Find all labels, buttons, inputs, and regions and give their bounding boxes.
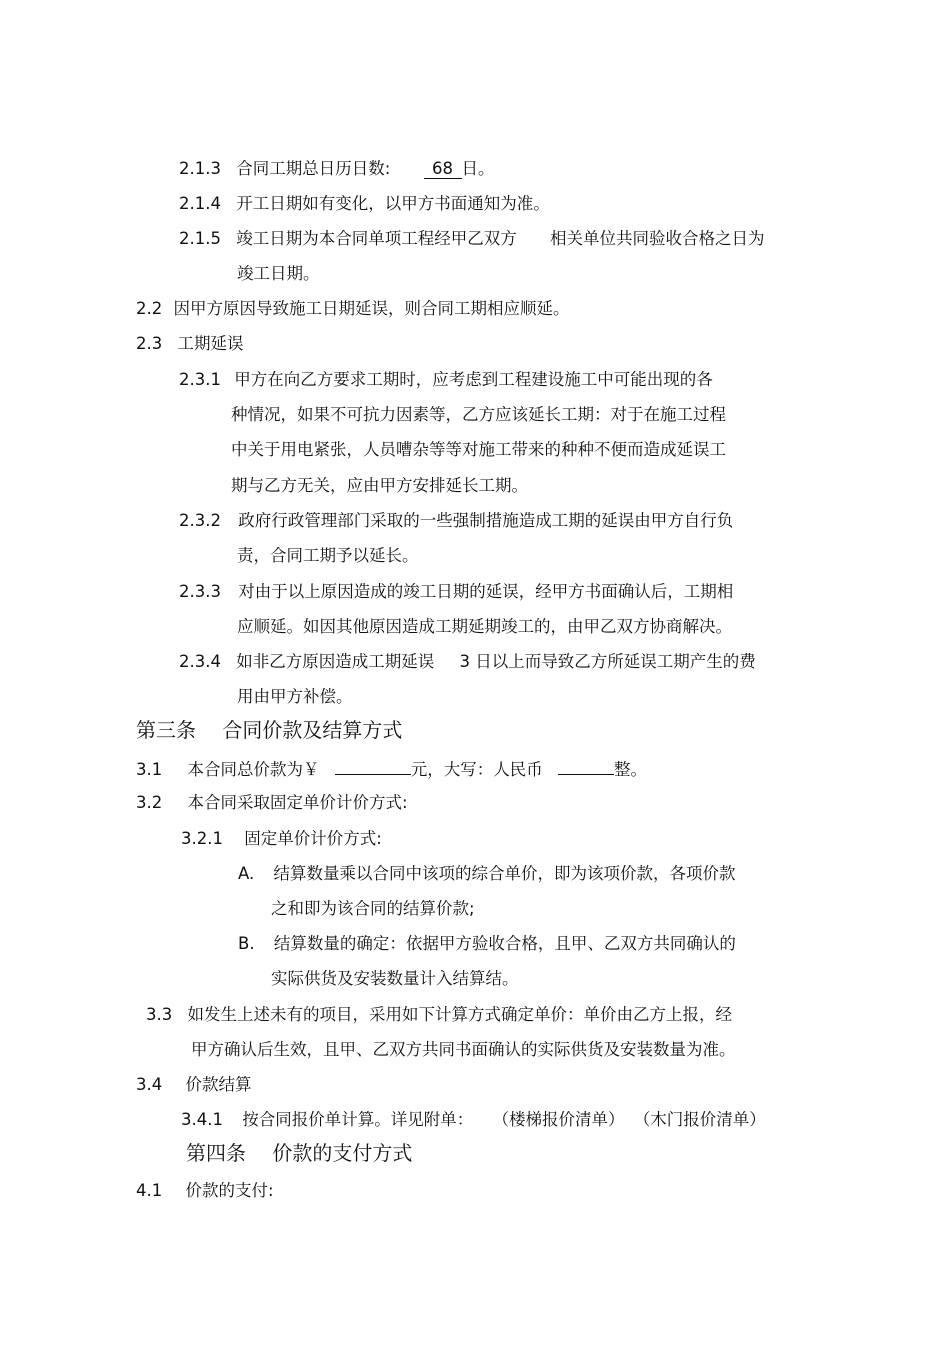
clause-text: 相关单位共同验收合格之日为 xyxy=(549,229,765,248)
clause-number: 4.1 xyxy=(136,1181,163,1200)
clause-3-2 xyxy=(136,792,408,814)
item-text: 结算数量的确定：依据甲方验收合格，且甲、乙双方共同确认的 xyxy=(273,934,736,953)
item-label: A. xyxy=(238,864,255,883)
clause-2-3 xyxy=(136,333,244,355)
clause-2-3-1-cont: 种情况，如果不可抗力因素等，乙方应该延长工期：对于在施工过程 xyxy=(231,405,726,424)
clause-number: 3.3 xyxy=(146,1005,173,1024)
total-price-blank xyxy=(335,757,411,775)
clause-text: 价款结算 xyxy=(185,1075,252,1094)
clause-text: 合同工期总日历日数: xyxy=(236,159,391,178)
stair-quote-list-ref: （楼梯报价清单） xyxy=(492,1110,625,1129)
clause-number: 3.1 xyxy=(136,760,163,779)
clause-number: 3.4 xyxy=(136,1075,163,1094)
clause-text: 按合同报价单计算。详见附单： xyxy=(242,1110,474,1129)
clause-number: 3.4.1 xyxy=(181,1110,223,1129)
clause-number: 2.3.3 xyxy=(179,582,221,601)
clause-number: 2.1.5 xyxy=(179,229,221,248)
item-b xyxy=(238,933,736,955)
article-3-heading xyxy=(136,717,402,743)
clause-3-3 xyxy=(146,1004,732,1026)
clause-3-3-cont: 甲方确认后生效，且甲、乙双方共同书面确认的实际供货及安装数量为准。 xyxy=(191,1040,736,1059)
clause-3-4 xyxy=(136,1074,252,1096)
clause-2-1-4 xyxy=(179,193,550,215)
clause-text: 如发生上述未有的项目，采用如下计算方式确定单价：单价由乙方上报，经 xyxy=(187,1005,732,1024)
duration-days-value: 68 xyxy=(424,160,462,179)
clause-2-3-2 xyxy=(179,510,733,532)
clause-text: 元，大写：人民币 xyxy=(410,760,543,779)
clause-number: 2.3.1 xyxy=(179,370,221,389)
clause-text: 对由于以上原因造成的竣工日期的延误，经甲方书面确认后，工期相 xyxy=(238,582,734,601)
clause-text: 价款的支付: xyxy=(185,1181,274,1200)
item-a xyxy=(238,863,736,885)
item-text: 结算数量乘以合同中该项的综合单价，即为该项价款，各项价款 xyxy=(273,864,736,883)
article-label: 第三条 xyxy=(136,718,196,742)
clause-text: 日。 xyxy=(461,159,495,178)
price-in-words-blank xyxy=(558,757,614,775)
clause-2-1-5 xyxy=(179,228,764,250)
clause-2-2 xyxy=(136,298,570,320)
clause-2-1-3 xyxy=(179,158,495,180)
clause-text: 3 日以上而导致乙方所延误工期产生的费 xyxy=(459,652,756,671)
clause-number: 2.3.4 xyxy=(179,652,221,671)
clause-number: 2.3 xyxy=(136,334,163,353)
clause-2-3-4-cont: 用由甲方补偿。 xyxy=(237,687,353,706)
article-title: 合同价款及结算方式 xyxy=(222,718,403,742)
item-b-cont: 实际供货及安装数量计入结算结。 xyxy=(271,969,519,988)
clause-2-3-4 xyxy=(179,651,756,673)
clause-3-2-1 xyxy=(181,828,382,850)
clause-text: 如非乙方原因造成工期延误 xyxy=(236,652,435,671)
clause-number: 2.1.3 xyxy=(179,159,221,178)
clause-text: 竣工日期为本合同单项工程经甲乙双方 xyxy=(236,229,517,248)
clause-text: 开工日期如有变化，以甲方书面通知为准。 xyxy=(236,194,550,213)
clause-text: 本合同采取固定单价计价方式: xyxy=(187,793,408,812)
clause-2-3-3 xyxy=(179,581,733,603)
clause-number: 2.3.2 xyxy=(179,511,221,530)
article-4-heading xyxy=(186,1140,412,1166)
clause-number: 2.2 xyxy=(136,299,163,318)
clause-2-1-5-cont: 竣工日期。 xyxy=(237,264,320,283)
clause-text: 整。 xyxy=(614,760,647,779)
item-label: B. xyxy=(238,934,255,953)
clause-text: 工期延误 xyxy=(177,334,244,353)
clause-text: 固定单价计价方式: xyxy=(244,829,382,848)
clause-text: 本合同总价款为￥ xyxy=(187,760,320,779)
clause-number: 3.2.1 xyxy=(181,829,223,848)
wood-door-quote-list-ref: （木门报价清单） xyxy=(633,1110,766,1129)
clause-2-3-1 xyxy=(179,369,713,391)
article-label: 第四条 xyxy=(186,1141,246,1165)
clause-text: 政府行政管理部门采取的一些强制措施造成工期的延误由甲方自行负 xyxy=(238,511,734,530)
clause-3-4-1 xyxy=(181,1109,766,1131)
clause-3-1 xyxy=(136,757,647,781)
clause-2-3-1-cont: 期与乙方无关，应由甲方安排延长工期。 xyxy=(231,476,528,495)
clause-number: 2.1.4 xyxy=(179,194,221,213)
article-title: 价款的支付方式 xyxy=(272,1141,413,1165)
clause-2-3-1-cont: 中关于用电紧张，人员嘈杂等等对施工带来的种种不便而造成延误工 xyxy=(231,440,726,459)
item-a-cont: 之和即为该合同的结算价款; xyxy=(271,899,475,918)
clause-number: 3.2 xyxy=(136,793,163,812)
clause-text: 因甲方原因导致施工日期延误，则合同工期相应顺延。 xyxy=(173,299,570,318)
clause-text: 甲方在向乙方要求工期时，应考虑到工程建设施工中可能出现的各 xyxy=(234,370,713,389)
clause-4-1 xyxy=(136,1180,274,1202)
clause-2-3-2-cont: 责，合同工期予以延长。 xyxy=(237,546,419,565)
clause-2-3-3-cont: 应顺延。如因其他原因造成工期延期竣工的，由甲乙双方协商解决。 xyxy=(237,617,732,636)
